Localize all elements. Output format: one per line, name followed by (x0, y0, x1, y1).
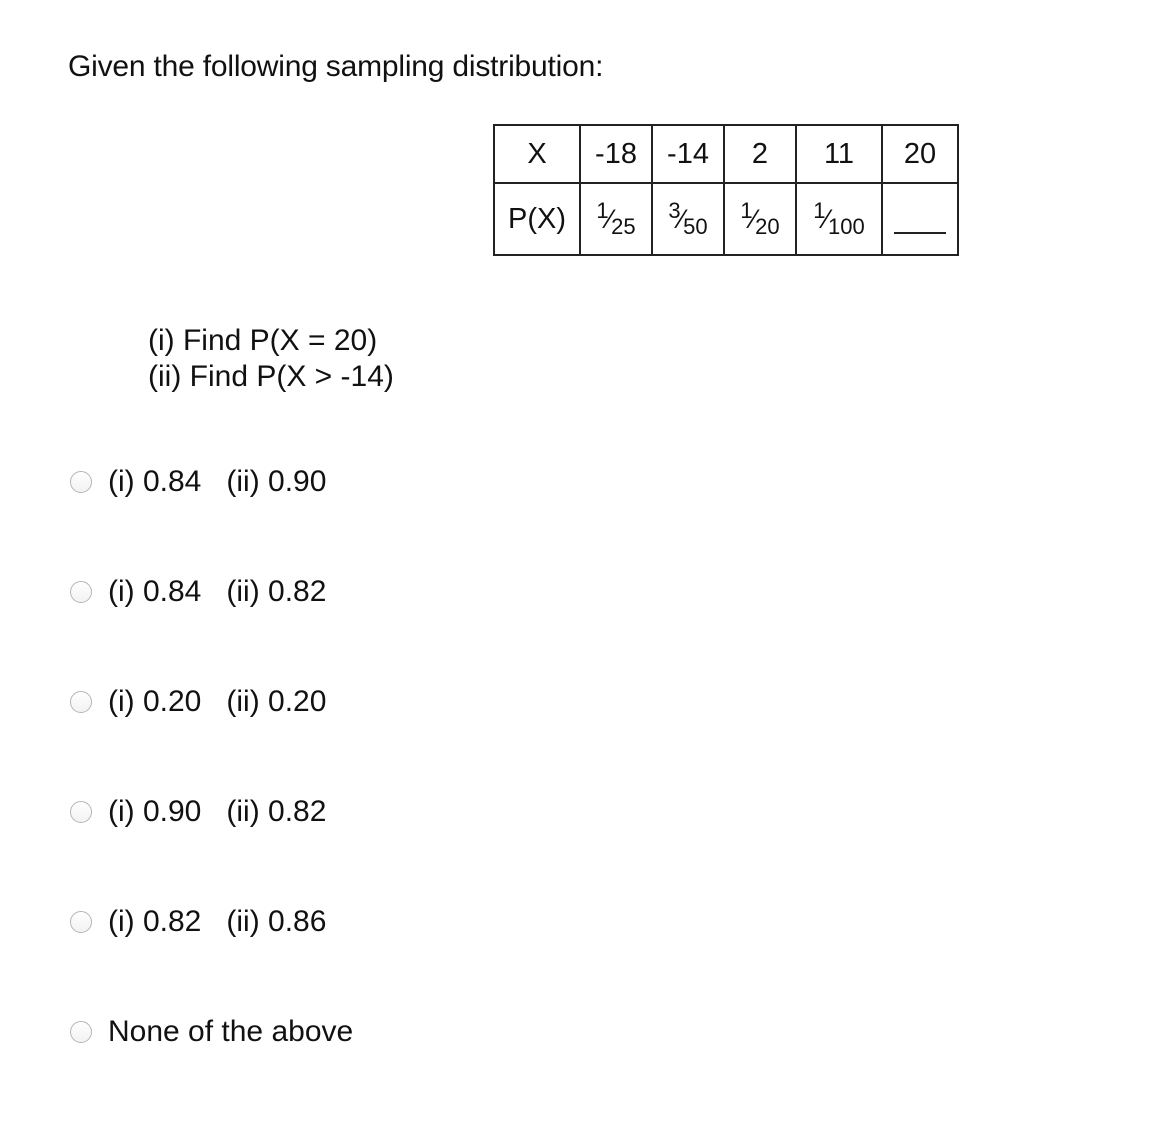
blank-line (894, 232, 946, 234)
probability-cell (796, 183, 882, 255)
fraction-denominator: 100 (828, 214, 865, 239)
answer-option-6[interactable] (70, 1010, 570, 1054)
distribution-table (493, 124, 959, 256)
table-row-px (494, 183, 958, 255)
fraction-denominator: 25 (611, 214, 636, 239)
sub-question-1: (i) Find P(X = 20) (148, 324, 378, 357)
probability-blank-cell (882, 183, 958, 255)
fraction-slash: ⁄ (824, 204, 830, 234)
table-row-x (494, 125, 958, 183)
fraction-numerator: 1 (740, 198, 753, 223)
x-value-cell: -18 (580, 125, 652, 183)
radio-button[interactable] (70, 691, 92, 713)
fraction-slash: ⁄ (679, 204, 685, 234)
fraction (596, 200, 635, 238)
radio-button[interactable] (70, 581, 92, 603)
fraction-slash: ⁄ (751, 204, 757, 234)
probability-cell (652, 183, 724, 255)
probability-cell (580, 183, 652, 255)
radio-button[interactable] (70, 471, 92, 493)
x-value-cell: 2 (724, 125, 796, 183)
radio-button[interactable] (70, 911, 92, 933)
fraction (668, 200, 707, 238)
fraction-slash: ⁄ (607, 204, 613, 234)
fraction-numerator: 1 (596, 198, 609, 223)
option-label: (i) 0.82 (ii) 0.86 (108, 905, 327, 938)
answer-option-2[interactable] (70, 570, 570, 614)
sub-questions (148, 323, 394, 395)
fraction (740, 200, 779, 238)
answer-option-4[interactable] (70, 790, 570, 834)
answer-option-3[interactable] (70, 680, 570, 724)
x-value-cell: 11 (796, 125, 882, 183)
probability-cell (724, 183, 796, 255)
answer-option-5[interactable] (70, 900, 570, 944)
answer-option-1[interactable] (70, 460, 570, 504)
option-label: (i) 0.84 (ii) 0.90 (108, 465, 327, 498)
option-label: None of the above (108, 1015, 354, 1048)
option-label: (i) 0.90 (ii) 0.82 (108, 795, 327, 828)
option-label: (i) 0.20 (ii) 0.20 (108, 685, 327, 718)
x-value-cell: 20 (882, 125, 958, 183)
fraction-numerator: 3 (668, 198, 681, 223)
option-label: (i) 0.84 (ii) 0.82 (108, 575, 327, 608)
fraction-denominator: 50 (683, 214, 708, 239)
radio-button[interactable] (70, 1021, 92, 1043)
table-header-x: X (494, 125, 580, 183)
table-header-px: P(X) (494, 183, 580, 255)
fraction (813, 200, 864, 238)
x-value-cell: -14 (652, 125, 724, 183)
question-title: Given the following sampling distribution: (68, 50, 604, 83)
sub-question-2: (ii) Find P(X > -14) (148, 360, 394, 393)
fraction-numerator: 1 (813, 198, 826, 223)
fraction-denominator: 20 (755, 214, 780, 239)
radio-button[interactable] (70, 801, 92, 823)
